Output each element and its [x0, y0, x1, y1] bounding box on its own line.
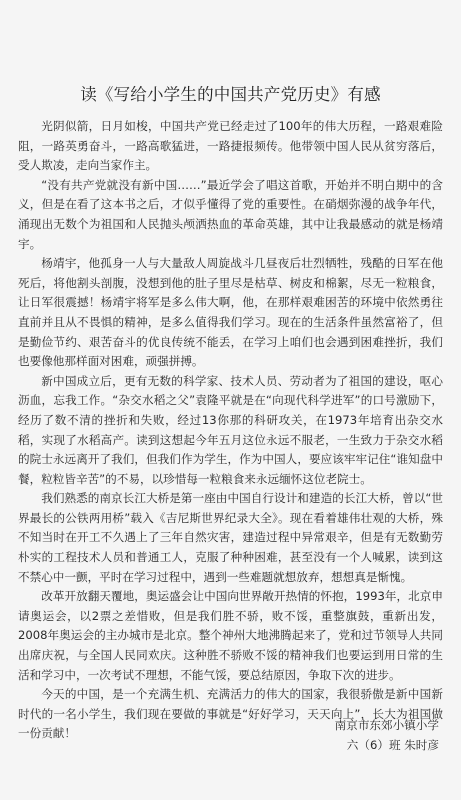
- author-class-name: 六（6）班 朱时彦: [346, 738, 439, 752]
- page-title: 读《写给小学生的中国共产党历史》有感: [80, 85, 381, 104]
- paragraph-7: 今天的中国，是一个充满生机、充满活力的伟大的国家，我很骄傲是新中国新时代的一名小学生，我们现在要做的事就是“好好学习，天天向上”，长大为祖国做一份贡献！: [18, 687, 443, 741]
- paragraph-6: 改革开放翻天覆地，奥运盛会让中国向世界敞开热情的怀抱，1993年，北京申请奥运会，以2票之差惜败，但是我们胜不骄，败不馁，重整旗鼓，重新出发，2008年奥运会的主办城市是北京。整个神州大地沸腾起来了，党和过节领导人共同出席庆祝，与全国人民同欢庆。这种胜不骄败不馁的精神我们也要运到用日常的生活和学习中，一次考试不理想，不能气馁，要总结原因，争取下次的进步。: [18, 589, 443, 682]
- school-name: 南京市东郊小镇小学: [334, 718, 439, 732]
- paragraph-5: 我们熟悉的南京长江大桥是第一座由中国自行设计和建造的长江大桥，曾以“世界最长的公铁两用桥”载入《吉尼斯世界纪录大全》。现在看着雄伟壮观的大桥，殊不知当时在开工不久遇上了三年自然灾害，建造过程中异常艰辛，但是有无数勤劳朴实的工程技术人员和普通工人，克服了种种困难，甚至没有一个人喊累，读到这不禁心中一颤，平时在学习过程中，遇到一些难题就想放弃，想想真是惭愧。: [18, 491, 443, 584]
- signature-block: [335, 715, 439, 755]
- paragraph-3: 杨靖宇，他孤身一人与大量敌人周旋战斗几昼夜后壮烈牺牲，残酷的日军在他死后，将他割头剖腹，没想到他的肚子里尽是枯草、树皮和棉絮，尽无一粒粮食，让日军很震撼！杨靖宇将军是多么伟大啊，他，在那样艰难困苦的环境中依然勇往直前并且从不畏惧的精神，是多么值得我们学习。现在的生活条件虽然富裕了，但是勤俭节约、艰苦奋斗的优良传统不能丢，在学习上咱们也会遇到困难挫折，我们也要像他那样面对困难，顽强拼搏。: [18, 256, 443, 369]
- essay-body: [18, 117, 443, 744]
- paragraph-4: 新中国成立后，更有无数的科学家、技术人员、劳动者为了祖国的建设，呕心沥血，忘我工作。“杂交水稻之父”袁隆平就是在“向现代科学进军”的口号激励下，经历了数不清的挫折和失败，经过13你那的科研攻关，在1973年培育出杂交水稻，实现了水稻高产。读到这想起今年五月这位永远不服老，一生致力于杂交水稻的院士永远离开了我们，但我们作为学生，作为中国人，要应该牢牢记住“谁知盘中餐，粒粒皆辛苦”的不易，以珍惜每一粒粮食来永远缅怀这位老院士。: [18, 373, 443, 486]
- paragraph-1: 光阴似箭，日月如梭，中国共产党已经走过了100年的伟大历程，一路艰难险阻，一路英勇奋斗，一路高歌猛进，一路捷报频传。他带领中国人民从贫穷落后，受人欺凌，走向当家作主。: [18, 119, 443, 173]
- paragraph-2: “没有共产党就没有新中国……”最近学会了唱这首歌，开始并不明白期中的含义，但是在看了这本书之后，才似乎懂得了党的重要性。在硝烟弥漫的战争年代，涌现出无数个为祖国和人民抛头颅洒热血的革命英雄，其中让我最感动的就是杨靖宇。: [18, 177, 443, 251]
